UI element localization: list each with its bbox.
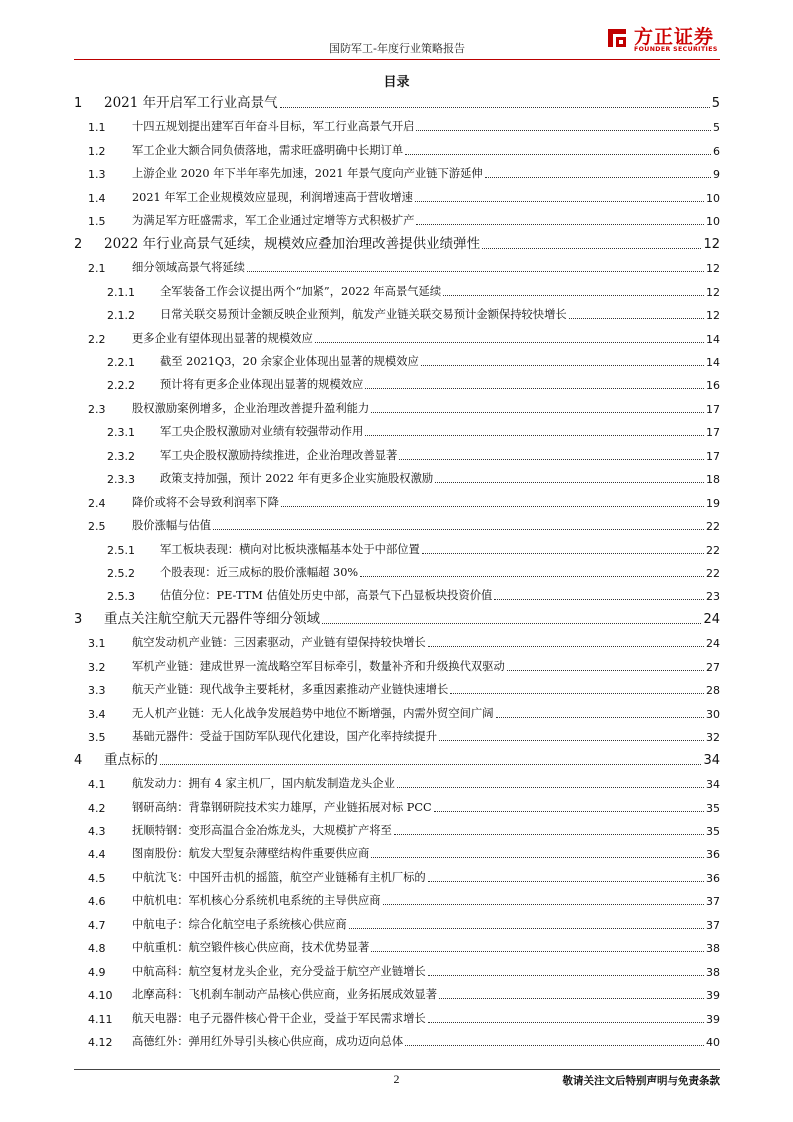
toc-entry[interactable] bbox=[74, 563, 720, 581]
toc-entry-title: 上游企业 2020 年下半年率先加速，2021 年景气度向产业链下游延伸 bbox=[132, 167, 483, 181]
toc-entry-page: 35 bbox=[706, 824, 720, 838]
toc-dot-leader bbox=[371, 857, 704, 858]
toc-entry-page: 17 bbox=[706, 402, 720, 416]
toc-entry[interactable] bbox=[74, 915, 720, 933]
toc-entry[interactable] bbox=[74, 469, 720, 487]
toc-entry-page: 18 bbox=[706, 473, 720, 487]
toc-dot-leader bbox=[394, 834, 704, 835]
toc-dot-leader bbox=[428, 646, 704, 647]
logo-chinese-name: 方正证券 bbox=[634, 26, 715, 48]
toc-entry-title: 基础元器件：受益于国防军队现代化建设，国产化率持续提升 bbox=[132, 730, 438, 744]
toc-entry-title: 军工企业大额合同负债落地，需求旺盛明确中长期订单 bbox=[132, 143, 404, 157]
disclaimer-note: 敬请关注文后特别声明与免责条款 bbox=[562, 1075, 720, 1087]
toc-entry-title: 中航电子：综合化航空电子系统核心供应商 bbox=[132, 917, 347, 931]
toc-entry-number: 4.5 bbox=[88, 871, 106, 885]
toc-dot-leader bbox=[322, 623, 701, 624]
toc-dot-leader bbox=[397, 787, 704, 788]
toc-entry-page: 32 bbox=[706, 731, 720, 745]
toc-entry-number: 2.5.2 bbox=[107, 567, 135, 580]
toc-entry[interactable] bbox=[74, 610, 720, 628]
toc-entry-number: 3.1 bbox=[88, 637, 106, 651]
logo-english-name: FOUNDER SECURITIES bbox=[634, 46, 718, 53]
toc-entry-page: 10 bbox=[706, 191, 720, 205]
toc-dot-leader bbox=[416, 224, 704, 225]
toc-entry-title: 军工央企股权激励对业绩有较强带动作用 bbox=[160, 425, 364, 439]
toc-entry-page: 24 bbox=[706, 637, 720, 651]
toc-entry[interactable] bbox=[74, 211, 720, 229]
toc-entry-title: 军工板块表现：横向对比板块涨幅基本处于中部位置 bbox=[160, 542, 420, 556]
toc-entry[interactable] bbox=[74, 446, 720, 464]
toc-dot-leader bbox=[507, 670, 704, 671]
toc-entry[interactable] bbox=[74, 586, 720, 604]
toc-entry-page: 37 bbox=[706, 918, 720, 932]
toc-entry[interactable] bbox=[74, 422, 720, 440]
toc-entry-title: 航发动力：拥有 4 家主机厂，国内航发制造龙头企业 bbox=[132, 777, 395, 791]
toc-entry-number: 4.12 bbox=[88, 1036, 113, 1049]
toc-entry-page: 17 bbox=[706, 449, 720, 463]
toc-entry-number: 4.1 bbox=[88, 778, 106, 792]
toc-entry-page: 34 bbox=[703, 752, 720, 768]
toc-entry-page: 38 bbox=[706, 965, 720, 979]
toc-dot-leader bbox=[360, 576, 704, 577]
toc-entry[interactable] bbox=[74, 1009, 720, 1027]
toc-entry-title: 航天电器：电子元器件核心骨干企业，受益于军民需求增长 bbox=[132, 1011, 426, 1025]
toc-entry-title: 政策支持加强，预计 2022 年有更多企业实施股权激励 bbox=[160, 472, 434, 486]
toc-entry-number: 2 bbox=[74, 236, 83, 252]
toc-entry[interactable] bbox=[74, 798, 720, 816]
toc-entry[interactable] bbox=[74, 94, 720, 112]
toc-entry-page: 35 bbox=[706, 801, 720, 815]
toc-entry-page: 14 bbox=[706, 332, 720, 346]
toc-entry-page: 22 bbox=[706, 520, 720, 534]
toc-entry-number: 2.3 bbox=[88, 402, 106, 416]
page-number: 2 bbox=[393, 1072, 400, 1086]
toc-dot-leader bbox=[213, 529, 704, 530]
toc-dot-leader bbox=[399, 459, 704, 460]
toc-entry-title: 北摩高科：飞机刹车制动产品核心供应商，业务拓展成效显著 bbox=[132, 988, 438, 1002]
toc-entry-page: 23 bbox=[706, 590, 720, 604]
toc-dot-leader bbox=[428, 975, 704, 976]
toc-entry[interactable] bbox=[74, 375, 720, 393]
toc-entry-title: 钢研高纳：背靠钢研院技术实力雄厚，产业链拓展对标 PCC bbox=[132, 800, 432, 814]
toc-entry[interactable] bbox=[74, 516, 720, 534]
toc-entry-number: 4.11 bbox=[88, 1012, 113, 1026]
toc-entry-page: 10 bbox=[706, 215, 720, 229]
toc-entry-number: 1.3 bbox=[88, 168, 106, 182]
toc-entry-page: 30 bbox=[706, 707, 720, 721]
toc-entry-title: 中航重机：航空锻件核心供应商，技术优势显著 bbox=[132, 941, 370, 955]
toc-entry-page: 6 bbox=[713, 144, 720, 158]
toc-entry-number: 2.5.3 bbox=[107, 590, 135, 604]
toc-dot-leader bbox=[416, 130, 711, 131]
toc-entry-page: 40 bbox=[706, 1036, 720, 1049]
toc-entry-title: 中航高科：航空复材龙头企业，充分受益于航空产业链增长 bbox=[132, 964, 426, 978]
toc-entry-title: 细分领域高景气将延续 bbox=[132, 261, 245, 275]
toc-entry-page: 16 bbox=[706, 379, 720, 393]
toc-entry[interactable] bbox=[74, 868, 720, 886]
toc-entry-title: 全军装备工作会议提出两个“加紧”，2022 年高景气延续 bbox=[160, 284, 442, 298]
toc-entry-page: 22 bbox=[706, 567, 720, 580]
toc-entry-page: 36 bbox=[706, 848, 720, 862]
toc-entry-number: 4.7 bbox=[88, 918, 106, 932]
toc-entry-number: 1.4 bbox=[88, 191, 106, 205]
toc-entry[interactable] bbox=[74, 727, 720, 745]
toc-dot-leader bbox=[247, 271, 704, 272]
toc-entry-page: 22 bbox=[706, 543, 720, 557]
toc-dot-leader bbox=[405, 1045, 704, 1046]
toc-entry-title: 个股表现：近三成标的股价涨幅超 30% bbox=[160, 566, 359, 579]
toc-dot-leader bbox=[280, 107, 710, 108]
toc-entry-page: 36 bbox=[706, 871, 720, 885]
toc-entry-page: 5 bbox=[711, 96, 720, 111]
toc-dot-leader bbox=[415, 201, 704, 202]
toc-entry-number: 3.3 bbox=[88, 684, 106, 698]
toc-entry-number: 2.3.1 bbox=[107, 426, 135, 440]
toc-entry-number: 4.3 bbox=[88, 824, 106, 838]
toc-entry[interactable] bbox=[74, 962, 720, 980]
document-title: 国防军工-年度行业策略报告 bbox=[329, 42, 465, 55]
toc-entry-page: 28 bbox=[706, 684, 720, 698]
toc-entry-title: 日常关联交易预计金额反映企业预判，航发产业链关联交易预计金额保持较快增长 bbox=[160, 308, 567, 322]
toc-entry-title: 重点关注航空航天元器件等细分领域 bbox=[104, 610, 320, 627]
toc-entry-number: 1.1 bbox=[88, 121, 106, 135]
toc-entry-title: 降价或将不会导致利润率下降 bbox=[132, 495, 279, 509]
toc-entry-title: 军机产业链：建成世界一流战略空军目标牵引，数量补齐和升级换代双驱动 bbox=[132, 659, 505, 673]
toc-entry[interactable] bbox=[74, 117, 720, 135]
toc-entry-title: 2021 年开启军工行业高景气 bbox=[104, 95, 278, 111]
footer-divider bbox=[74, 1069, 720, 1070]
toc-entry-page: 19 bbox=[706, 496, 720, 510]
toc-entry-title: 高德红外：弹用红外导引头核心供应商，成功迈向总体 bbox=[132, 1035, 404, 1048]
toc-entry-number: 4.4 bbox=[88, 848, 106, 862]
toc-entry[interactable] bbox=[74, 891, 720, 909]
toc-entry-title: 中航机电：军机核心分系统机电系统的主导供应商 bbox=[132, 894, 381, 908]
toc-entry[interactable] bbox=[74, 164, 720, 182]
toc-entry-number: 1.2 bbox=[88, 144, 106, 158]
toc-entry[interactable] bbox=[74, 282, 720, 300]
toc-entry[interactable] bbox=[74, 305, 720, 323]
toc-dot-leader bbox=[439, 740, 704, 741]
toc-entry-page: 17 bbox=[706, 426, 720, 440]
toc-entry-title: 重点标的 bbox=[104, 751, 158, 768]
toc-entry[interactable] bbox=[74, 352, 720, 370]
toc-entry-title: 估值分位：PE-TTM 估值处历史中部，高景气下凸显板块投资价值 bbox=[160, 589, 493, 603]
toc-dot-leader bbox=[439, 998, 704, 999]
toc-entry-number: 2.1.1 bbox=[107, 285, 135, 299]
toc-entry-number: 2.1.2 bbox=[107, 309, 135, 323]
toc-entry-title: 十四五规划提出建军百年奋斗目标，军工行业高景气开启 bbox=[132, 120, 415, 134]
toc-entry-page: 12 bbox=[703, 236, 720, 252]
toc-entry-number: 4.6 bbox=[88, 895, 106, 909]
toc-entry[interactable] bbox=[74, 821, 720, 839]
toc-dot-leader bbox=[405, 154, 711, 155]
toc-dot-leader bbox=[422, 553, 704, 554]
toc-entry[interactable] bbox=[74, 493, 720, 511]
toc-dot-leader bbox=[494, 599, 704, 600]
toc-entry-page: 34 bbox=[706, 778, 720, 792]
toc-entry-title: 航空发动机产业链：三因素驱动，产业链有望保持较快增长 bbox=[132, 636, 426, 650]
toc-entry-number: 1 bbox=[74, 96, 83, 111]
toc-entry-number: 2.3.3 bbox=[107, 473, 135, 487]
toc-entry-page: 39 bbox=[706, 1012, 720, 1026]
toc-entry-page: 12 bbox=[706, 309, 720, 323]
toc-dot-leader bbox=[421, 365, 704, 366]
toc-entry-number: 4.10 bbox=[88, 989, 113, 1003]
toc-dot-leader bbox=[450, 693, 704, 694]
toc-entry-title: 无人机产业链：无人化战争发展趋势中地位不断增强，内需外贸空间广阔 bbox=[132, 706, 494, 720]
toc-entry[interactable] bbox=[74, 985, 720, 1003]
toc-dot-leader bbox=[569, 318, 704, 319]
toc-entry-number: 3.2 bbox=[88, 660, 106, 674]
toc-entry-page: 37 bbox=[706, 895, 720, 909]
toc-entry[interactable] bbox=[74, 774, 720, 792]
toc-entry-number: 3.4 bbox=[88, 707, 106, 721]
toc-entry-title: 2021 年军工企业规模效应显现，利润增速高于营收增速 bbox=[132, 190, 413, 204]
toc-dot-leader bbox=[371, 412, 704, 413]
founder-securities-logo bbox=[604, 22, 722, 60]
toc-entry-title: 为满足军方旺盛需求，军工企业通过定增等方式积极扩产 bbox=[132, 214, 415, 228]
toc-dot-leader bbox=[435, 482, 704, 483]
toc-dot-leader bbox=[443, 295, 704, 296]
toc-entry-title: 抚顺特钢：变形高温合金冶炼龙头，大规模扩产将至 bbox=[132, 823, 392, 837]
toc-dot-leader bbox=[428, 1022, 704, 1023]
toc-entry-title: 预计将有更多企业体现出显著的规模效应 bbox=[160, 378, 364, 392]
toc-entry[interactable] bbox=[74, 141, 720, 159]
toc-entry-number: 3 bbox=[74, 611, 83, 627]
toc-entry-page: 12 bbox=[706, 285, 720, 299]
toc-entry-title: 股价涨幅与估值 bbox=[132, 519, 212, 533]
toc-entry-number: 2.2.2 bbox=[107, 379, 135, 393]
toc-dot-leader bbox=[365, 435, 704, 436]
toc-entry-page: 12 bbox=[706, 262, 720, 276]
toc-dot-leader bbox=[349, 928, 704, 929]
toc-entry-number: 4.9 bbox=[88, 965, 106, 979]
toc-entry-title: 中航沈飞：中国歼击机的摇篮，航空产业链稀有主机厂标的 bbox=[132, 870, 426, 884]
toc-entry[interactable] bbox=[74, 540, 720, 558]
toc-dot-leader bbox=[281, 506, 704, 507]
toc-entry[interactable] bbox=[74, 633, 720, 651]
toc-entry-number: 2.2.1 bbox=[107, 355, 135, 369]
toc-entry-title: 军工央企股权激励持续推进，企业治理改善显著 bbox=[160, 448, 398, 462]
toc-entry-title: 航天产业链：现代战争主要耗材，多重因素推动产业链快速增长 bbox=[132, 683, 449, 697]
toc-entry-number: 2.1 bbox=[88, 262, 106, 276]
toc-entry[interactable] bbox=[74, 235, 720, 253]
toc-entry-page: 5 bbox=[713, 121, 720, 135]
toc-heading: 目录 bbox=[383, 75, 410, 90]
toc-entry-title: 股权激励案例增多，企业治理改善提升盈利能力 bbox=[132, 401, 370, 415]
toc-entry-number: 1.5 bbox=[88, 215, 106, 229]
toc-entry-page: 27 bbox=[706, 660, 720, 674]
toc-entry[interactable] bbox=[74, 844, 720, 862]
toc-entry[interactable] bbox=[74, 329, 720, 347]
toc-dot-leader bbox=[485, 177, 711, 178]
toc-dot-leader bbox=[482, 248, 701, 249]
toc-dot-leader bbox=[496, 717, 704, 718]
toc-entry-number: 4.2 bbox=[88, 801, 106, 815]
toc-entry-number: 3.5 bbox=[88, 731, 106, 745]
toc-entry-number: 4.8 bbox=[88, 942, 106, 956]
toc-entry-page: 39 bbox=[706, 989, 720, 1003]
toc-entry-title: 截至 2021Q3，20 余家企业体现出显著的规模效应 bbox=[160, 354, 419, 368]
toc-entry[interactable] bbox=[74, 188, 720, 206]
toc-entry[interactable] bbox=[74, 680, 720, 698]
toc-dot-leader bbox=[434, 811, 704, 812]
toc-entry[interactable] bbox=[74, 258, 720, 276]
toc-entry-title: 更多企业有望体现出显著的规模效应 bbox=[132, 331, 313, 345]
toc-entry-title: 2022 年行业高景气延续，规模效应叠加治理改善提供业绩弹性 bbox=[104, 235, 481, 252]
toc-entry[interactable] bbox=[74, 399, 720, 417]
toc-entry-number: 2.5 bbox=[88, 520, 106, 534]
toc-dot-leader bbox=[383, 904, 704, 905]
toc-dot-leader bbox=[428, 881, 704, 882]
toc-entry-number: 4 bbox=[74, 752, 83, 768]
toc-entry[interactable] bbox=[74, 751, 720, 769]
founder-logo-icon bbox=[604, 25, 630, 51]
toc-entry[interactable] bbox=[74, 657, 720, 675]
toc-entry-number: 2.3.2 bbox=[107, 449, 135, 463]
toc-entry-number: 2.5.1 bbox=[107, 543, 135, 557]
toc-entry-page: 24 bbox=[703, 611, 720, 627]
toc-entry-number: 2.2 bbox=[88, 332, 106, 346]
toc-entry[interactable] bbox=[74, 1032, 720, 1050]
toc-entry-page: 9 bbox=[713, 168, 720, 182]
toc-dot-leader bbox=[365, 388, 704, 389]
toc-entry-number: 2.4 bbox=[88, 496, 106, 510]
toc-entry-page: 14 bbox=[706, 355, 720, 369]
toc-entry-title: 图南股份：航发大型复杂薄壁结构件重要供应商 bbox=[132, 847, 370, 861]
toc-dot-leader bbox=[371, 951, 704, 952]
toc-entry-page: 38 bbox=[706, 942, 720, 956]
toc-entry[interactable] bbox=[74, 938, 720, 956]
toc-entry[interactable] bbox=[74, 704, 720, 722]
toc-dot-leader bbox=[315, 342, 704, 343]
toc-dot-leader bbox=[160, 764, 701, 765]
